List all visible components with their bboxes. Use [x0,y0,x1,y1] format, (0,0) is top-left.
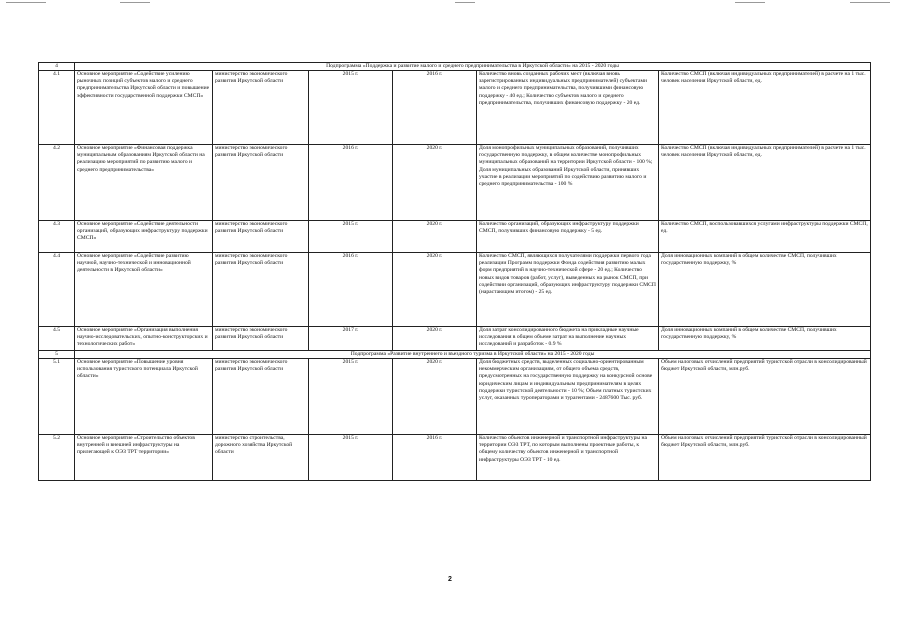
table-row [39,359,871,435]
expected-result: Количество вновь созданных рабочих мест (включая вновь зарегистрированных индивидуальных предпринимателей) субъектами малого и среднего предпринимательства, получившими финансовую поддержку - 40 ед.; Количество субъектов малого и среднего предпринимательства, получивших финансовую поддержку - 20 ед. [477,71,659,145]
target-indicator: Доля инновационных компаний в общем количестве СМСП, получивших государственную поддержку, % [659,327,871,351]
expected-result: Количество организаций, образующих инфраструктуру поддержки СМСП, получивших финансовую поддержку - 5 ед. [477,221,659,253]
event-name: Основное мероприятие «Содействие развитию научной, научно-технической и инновационной деятельности в Иркутской области» [75,253,213,327]
start-year: 2015 г. [309,221,393,253]
table-row [39,253,871,327]
subprogram-title: Подпрограмма «Поддержка и развитие малого и среднего предпринимательства в Иркутской области» на 2015 - 2020 годы [75,63,871,71]
table-row [39,327,871,351]
target-indicator: Количество СМСП (включая индивидуальных предпринимателей) в расчете на 1 тыс. человек населения Иркутской области, ед. [659,71,871,145]
event-name: Основное мероприятие «Повышение уровня использования туристского потенциала Иркутской области» [75,359,213,435]
row-number: 5.2 [39,435,75,481]
expected-result: Доля затрат консолидированного бюджета на прикладные научные исследования в общем объеме затрат на выполнение научных исследований и разработок - 0.9 % [477,327,659,351]
row-number: 4.4 [39,253,75,327]
end-year: 2016 г. [393,71,477,145]
end-year: 2020 г. [393,359,477,435]
start-year: 2015 г. [309,359,393,435]
table-body [39,63,871,481]
expected-result: Количество СМСП, являющихся получателями поддержки первого года реализации Программ поддержки Фонда содействия развитию малых форм предприятий в научно-технической сфере - 20 ед.; Количество новых видов товаров (работ, услуг), выведенных на рынок СМСП, при содействии организаций, образующих инфраструктуру поддержки СМСП (нарастающим итогом) - 25 ед. [477,253,659,327]
row-number: 5.1 [39,359,75,435]
start-year: 2017 г. [309,327,393,351]
executor: министерство экономического развития Иркутской области [213,71,309,145]
table-row [39,145,871,221]
expected-result: Доля монопрофильных муниципальных образований, получивших государственную поддержку, в общем количестве монопрофильных муниципальных образований на территории Иркутской области - 100 %; Доля муниципальных образований Иркутской области, принявших участие в реализации мероприятий по содействию развитию малого и среднего предпринимательства - 100 % [477,145,659,221]
row-number: 4.1 [39,71,75,145]
executor: министерство строительства, дорожного хозяйства Иркутской области [213,435,309,481]
subprogram-number: 4 [39,63,75,71]
executor: министерство экономического развития Иркутской области [213,145,309,221]
expected-result: Доля бюджетных средств, выделенных социально-ориентированным некоммерческим организациям, от общего объема средств, предусмотренных на государственную поддержку на конкурсной основе юридическим лицам и индивидуальным предпринимателям в целях поддержки туристской деятельности - 10 %; Объем платных туристских услуг, оказанных туроператорами и турагентами - 2487600 Тыс. руб. [477,359,659,435]
page-number: 2 [448,576,452,583]
event-name: Основное мероприятие «Финансовая поддержка муниципальным образованиям Иркутской области на реализацию мероприятий по развитию малого и среднего предпринимательства» [75,145,213,221]
row-number: 4.2 [39,145,75,221]
executor: министерство экономического развития Иркутской области [213,221,309,253]
scan-edge-mark [455,2,475,3]
subprogram-header-row [39,63,871,71]
row-number: 4.5 [39,327,75,351]
expected-result: Количество объектов инженерной и транспортной инфраструктуры на территории ОЭЗ ТРТ, по которым выполнены проектные работы, к общему количеству объектов инженерной и транспортной инфраструктуры ОЭЗ ТРТ - 10 ед. [477,435,659,481]
subprogram-title: Подпрограмма «Развитие внутреннего и въездного туризма в Иркутской области» на 2015 - 2020 годы [75,351,871,359]
start-year: 2015 г. [309,71,393,145]
target-indicator: Доля инновационных компаний в общем количестве СМСП, получивших государственную поддержку, % [659,253,871,327]
table-row [39,435,871,481]
table-row [39,71,871,145]
event-name: Основное мероприятие «Содействие деятельности организаций, образующих инфраструктуру поддержки СМСП» [75,221,213,253]
scan-edge-mark [120,2,150,3]
executor: министерство экономического развития Иркутской области [213,327,309,351]
event-name: Основное мероприятие «Содействие усилению рыночных позиций субъектов малого и среднего предпринимательства Иркутской области и повышение эффективности государственной поддержки СМСП» [75,71,213,145]
target-indicator: Количество СМСП (включая индивидуальных предпринимателей) в расчете на 1 тыс. человек населения Иркутской области, ед. [659,145,871,221]
scan-edge-mark [6,2,46,3]
program-table [38,62,871,481]
executor: министерство экономического развития Иркутской области [213,359,309,435]
start-year: 2015 г. [309,435,393,481]
start-year: 2016 г. [309,145,393,221]
scan-edge-mark [850,2,890,3]
row-number: 4.3 [39,221,75,253]
target-indicator: Объем налоговых отчислений предприятий туристской отрасли в консолидированный бюджет Иркутской области, млн.руб. [659,359,871,435]
end-year: 2020 г. [393,327,477,351]
subprogram-header-row [39,351,871,359]
event-name: Основное мероприятие «Организация выполнения научно-исследовательских, опытно-конструкторских и технологических работ» [75,327,213,351]
end-year: 2020 г. [393,253,477,327]
end-year: 2020 г. [393,145,477,221]
table-row [39,221,871,253]
executor: министерство экономического развития Иркутской области [213,253,309,327]
subprogram-number: 5 [39,351,75,359]
end-year: 2020 г. [393,221,477,253]
target-indicator: Количество СМСП, воспользовавшихся услугами инфраструктуры поддержки СМСП, ед. [659,221,871,253]
scan-edge-mark [735,2,765,3]
end-year: 2016 г. [393,435,477,481]
event-name: Основное мероприятие «Строительство объектов внутренней и внешней инфраструктуры на прилегающей к ОЭЗ ТРТ территории» [75,435,213,481]
target-indicator: Объем налоговых отчислений предприятий туристской отрасли в консолидированный бюджет Иркутской области, млн.руб. [659,435,871,481]
start-year: 2016 г. [309,253,393,327]
